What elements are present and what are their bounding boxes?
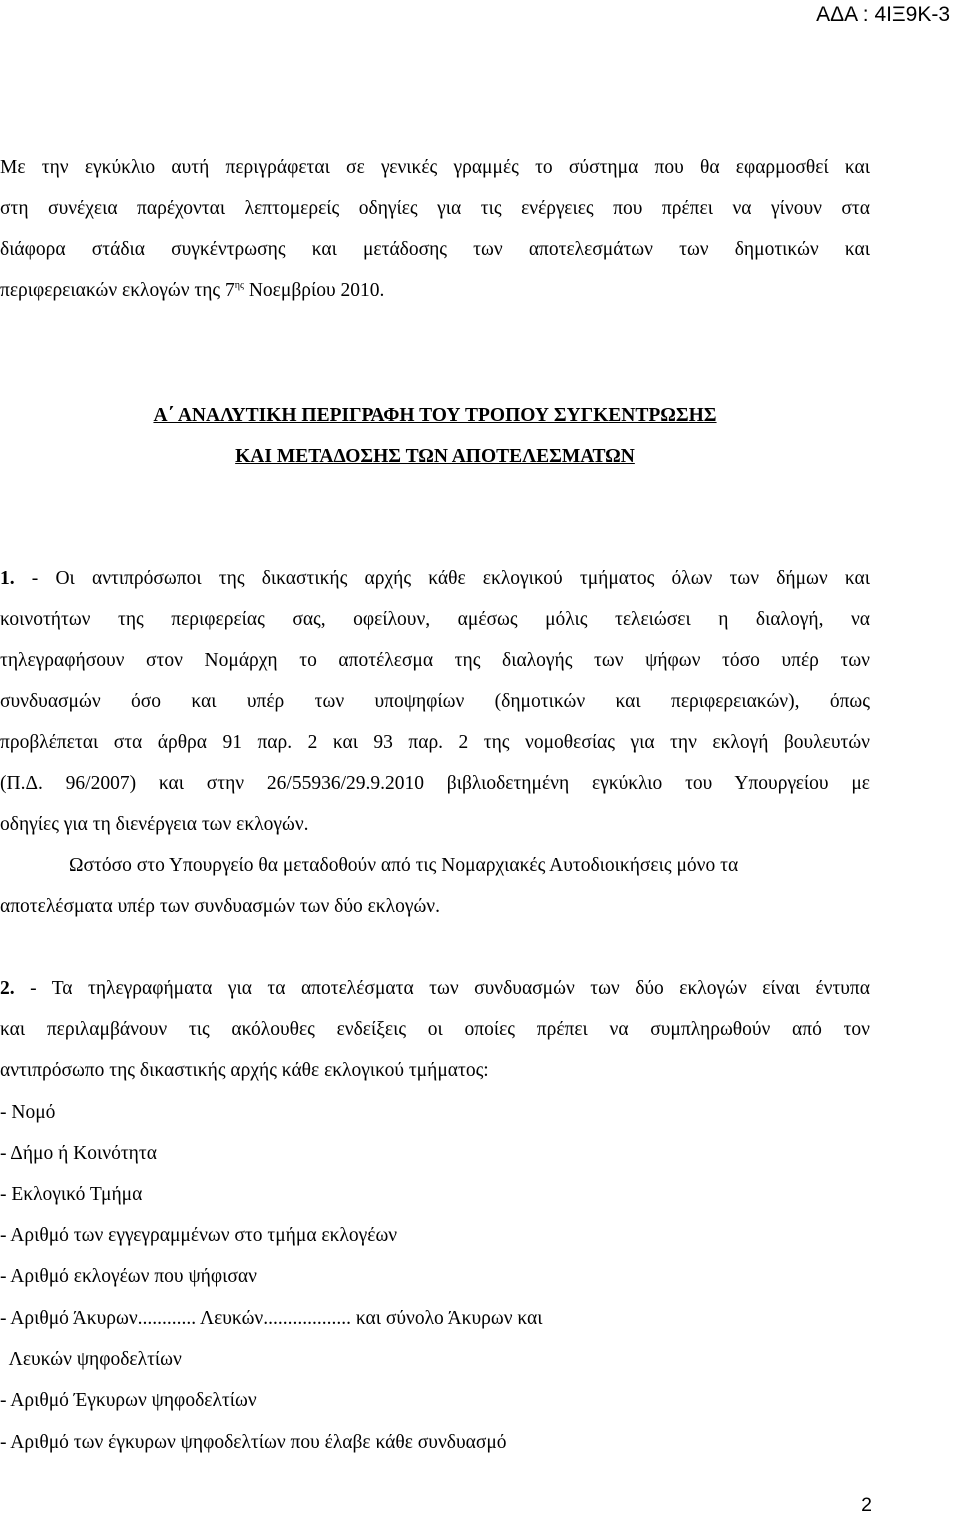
intro-line: στη συνέχεια παρέχονται λεπτομερείς οδηγίες για τις ενέργειες που πρέπει να γίνουν στα [0, 198, 870, 219]
section-heading-line2: ΚΑΙ ΜΕΤΑΔΟΣΗΣ ΤΩΝ ΑΠΟΤΕΛΕΣΜΑΤΩΝ [235, 446, 635, 467]
list-item: - Εκλογικό Τμήμα [0, 1184, 143, 1205]
section-heading-line1: Α΄ ΑΝΑΛΥΤΙΚΗ ΠΕΡΙΓΡΑΦΗ ΤΟΥ ΤΡΟΠΟΥ ΣΥΓΚΕΝΤΡΩΣΗΣ [153, 405, 717, 426]
intro-line [0, 280, 384, 302]
list-item: - Δήμο ή Κοινότητα [0, 1143, 157, 1164]
list-item: - Αριθμό των έγκυρων ψηφοδελτίων που έλαβε κάθε συνδυασμό [0, 1432, 507, 1453]
section-1-line: συνδυασμών όσο και υπέρ των υποψηφίων (δημοτικών και περιφερειακών), όπως [0, 691, 870, 712]
intro-line: Με την εγκύκλιο αυτή περιγράφεται σε γενικές γραμμές το σύστημα που θα εφαρμοσθεί και [0, 157, 870, 178]
list-item: - Νομό [0, 1102, 56, 1123]
superscript: ης [234, 280, 244, 291]
intro-line: διάφορα στάδια συγκέντρωσης και μετάδοσης των αποτελεσμάτων των δημοτικών και [0, 239, 870, 260]
page-number: 2 [861, 1494, 872, 1516]
section-2-line: αντιπρόσωπο της δικαστικής αρχής κάθε εκλογικού τμήματος: [0, 1060, 489, 1081]
list-item: - Αριθμό των εγγεγραμμένων στο τμήμα εκλογέων [0, 1225, 398, 1246]
section-1-line: προβλέπεται στα άρθρα 91 παρ. 2 και 93 παρ. 2 της νομοθεσίας για την εκλογή βουλευτών [0, 732, 870, 753]
list-item: - Αριθμό Έγκυρων ψηφοδελτίων [0, 1390, 257, 1411]
section-1-line: (Π.Δ. 96/2007) και στην 26/55936/29.9.2010 βιβλιοδετημένη εγκύκλιο του Υπουργείου με [0, 773, 870, 794]
section-1-line: Ωστόσο στο Υπουργείο θα μεταδοθούν από τις Νομαρχιακές Αυτοδιοικήσεις μόνο τα [69, 855, 739, 876]
list-item: - Αριθμό Άκυρων............ Λευκών.................. και σύνολο Άκυρων και [0, 1308, 543, 1329]
section-2-line: και περιλαμβάνουν τις ακόλουθες ενδείξεις οι οποίες πρέπει να συμπληρωθούν από τον [0, 1019, 870, 1040]
list-item: - Αριθμό εκλογέων που ψήφισαν [0, 1266, 257, 1287]
intro-text: Νοεμβρίου 2010. [243, 280, 385, 301]
section-number: 2. [0, 978, 15, 999]
section-1-line [0, 568, 870, 590]
document-id: ΑΔΑ : 4ΙΞ9Κ-3 [816, 3, 950, 26]
section-1-line: οδηγίες για τη διενέργεια των εκλογών. [0, 814, 309, 835]
intro-text: περιφερειακών εκλογών της 7 [0, 280, 235, 301]
section-2-line [0, 978, 870, 1000]
section-2-text: - Τα τηλεγραφήματα για τα αποτελέσματα των συνδυασμών των δύο εκλογών είναι έντυπα [14, 978, 870, 999]
section-1-line: κοινοτήτων της περιφερείας σας, οφείλουν, αμέσως μόλις τελειώσει η διαλογή, να [0, 609, 870, 630]
list-item: Λευκών ψηφοδελτίων [0, 1349, 182, 1370]
section-1-text: - Οι αντιπρόσωποι της δικαστικής αρχής κάθε εκλογικού τμήματος όλων των δήμων και [14, 568, 870, 589]
section-number: 1. [0, 568, 15, 589]
section-1-line: αποτελέσματα υπέρ των συνδυασμών των δύο εκλογών. [0, 896, 440, 917]
section-1-line: τηλεγραφήσουν στον Νομάρχη το αποτέλεσμα της διαλογής των ψήφων τόσο υπέρ των [0, 650, 870, 671]
